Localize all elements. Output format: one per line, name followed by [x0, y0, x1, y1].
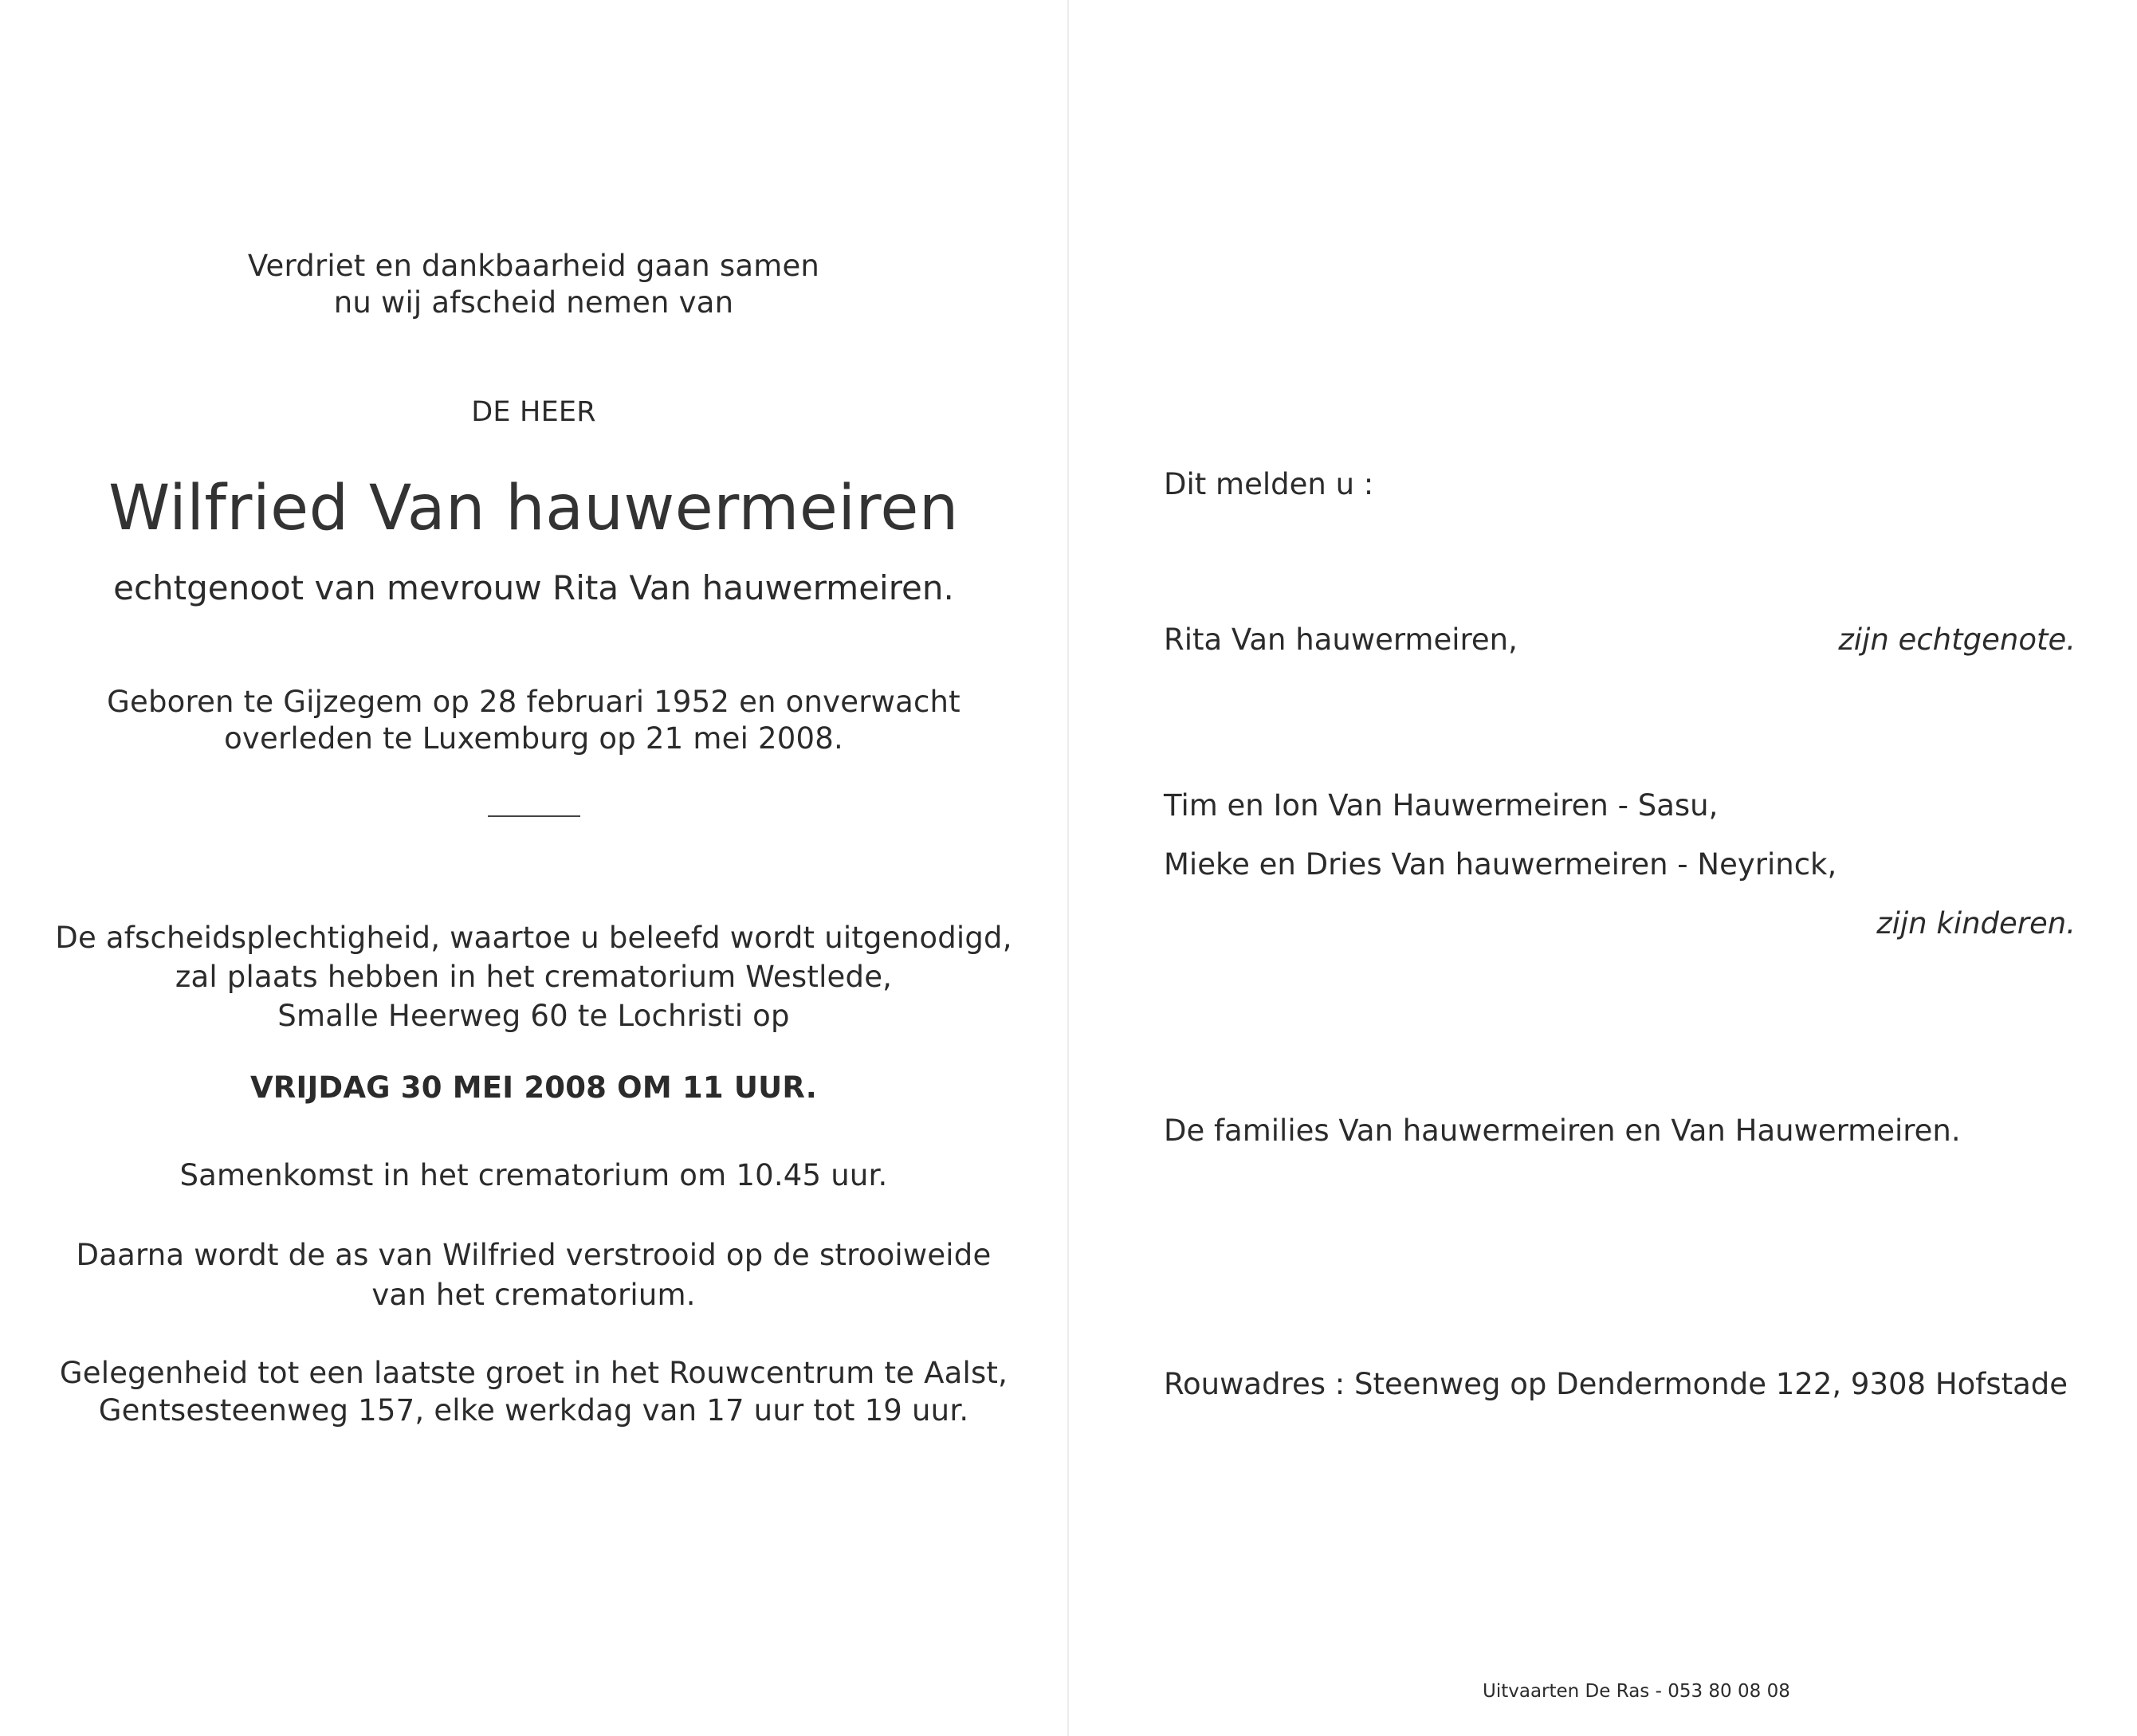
birth-line-1: Geboren te Gijzegem op 28 februari 1952 en onverwacht [107, 685, 960, 719]
spouse-line: echtgenoot van mevrouw Rita Van hauwermeiren. [113, 568, 954, 607]
intro-line-2: nu wij afscheid nemen van [333, 285, 734, 320]
ceremony-line-3: Smalle Heerweg 60 te Lochristi op [277, 999, 790, 1033]
families-line: De families Van hauwermeiren en Van Hauwermeiren. [1164, 1113, 1961, 1148]
spouse-role: zijn echtgenote. [1838, 623, 2076, 657]
ashes-line-1: Daarna wordt de as van Wilfried verstrooid op de strooiweide [76, 1238, 992, 1272]
salutation: DE HEER [471, 396, 596, 428]
ceremony-line-1: De afscheidsplechtigheid, waartoe u beleefd wordt uitgenodigd, [55, 921, 1012, 955]
left-panel [0, 0, 1067, 1736]
ashes-line-2: van het crematorium. [371, 1278, 696, 1312]
funeral-home-footer: Uitvaarten De Ras - 053 80 08 08 [1483, 1681, 1790, 1702]
deceased-name: Wilfried Van hauwermeiren [108, 473, 959, 544]
viewing-line-2: Gentsesteenweg 157, elke werkdag van 17 uur tot 19 uur. [98, 1393, 969, 1428]
announce-line: Dit melden u : [1164, 467, 1374, 501]
ceremony-date: VRIJDAG 30 MEI 2008 OM 11 UUR. [249, 1070, 818, 1105]
separator-line [488, 815, 580, 817]
viewing-line-1: Gelegenheid tot een laatste groet in het Rouwcentrum te Aalst, [59, 1356, 1008, 1390]
intro-line-1: Verdriet en dankbaarheid gaan samen [247, 249, 820, 283]
children-line-2: Mieke en Dries Van hauwermeiren - Neyrinck, [1164, 847, 1837, 882]
children-line-1: Tim en Ion Van Hauwermeiren - Sasu, [1164, 788, 1719, 823]
children-role: zijn kinderen. [1876, 906, 2076, 941]
birth-line-2: overleden te Luxemburg op 21 mei 2008. [224, 721, 843, 756]
address-line: Rouwadres : Steenweg op Dendermonde 122, 9308 Hofstade [1164, 1367, 2068, 1401]
right-panel [1069, 0, 2137, 1736]
spouse-name: Rita Van hauwermeiren, [1164, 623, 1518, 657]
gathering-line: Samenkomst in het crematorium om 10.45 uur. [179, 1158, 888, 1192]
ceremony-line-2: zal plaats hebben in het crematorium Westlede, [175, 960, 893, 994]
